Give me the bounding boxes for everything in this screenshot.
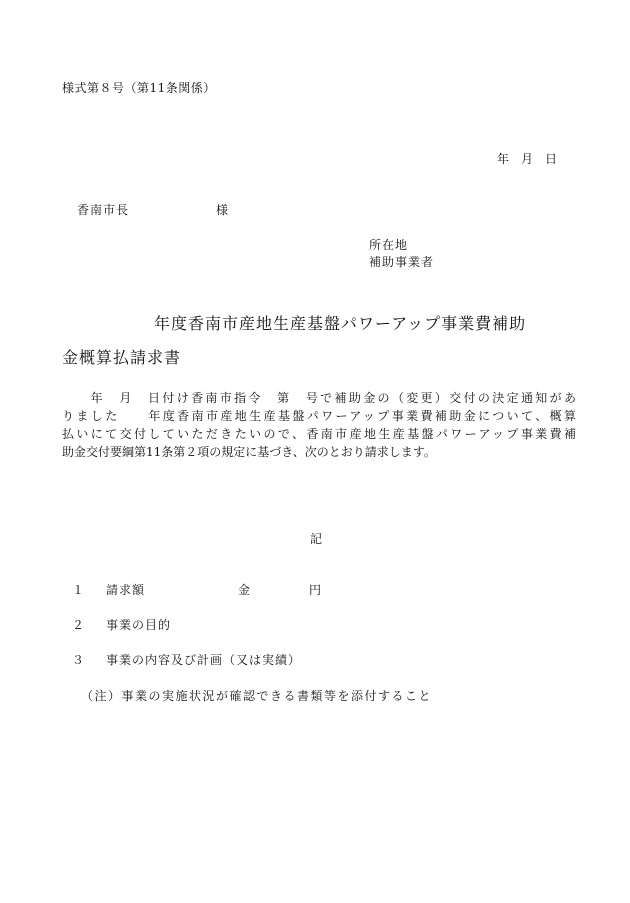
request-body [62, 389, 576, 461]
amount-suffix: 円 [309, 583, 323, 597]
body-line: 助金交付要綱第11条第２項の規定に基づき、次のとおり請求します。 [62, 445, 436, 459]
document-title-line2: 金概算払請求書 [62, 348, 182, 367]
attachment-note: （注）事業の実施状況が確認できる書類等を添付すること [81, 689, 433, 703]
item-label-content-plan: 事業の内容及び計画（又は実績） [106, 653, 302, 667]
date-line: 年 月 日 [497, 152, 558, 166]
body-line: 払いにて交付していただきたいので、香南市産地生産基盤パワーアップ事業費補 [62, 427, 576, 441]
applicant-address-label: 所在地 [369, 238, 409, 252]
item-label-purpose: 事業の目的 [106, 618, 172, 632]
applicant-name-label: 補助事業者 [369, 255, 435, 269]
amount-prefix: 金 [238, 583, 252, 597]
body-line: 年 月 日付け香南市指令 第 号で補助金の（変更）交付の決定通知があ [62, 391, 576, 405]
item-label-request-amount: 請求額 [106, 583, 146, 597]
addressee-honorific: 様 [216, 203, 229, 217]
ki-heading: 記 [310, 532, 323, 546]
addressee-name: 香南市長 [77, 203, 130, 217]
body-line: りました 年度香南市産地生産基盤パワーアップ事業費補助金について、概算 [62, 409, 576, 423]
form-number: 様式第８号（第11条関係） [62, 81, 216, 95]
document-title-line1: 年度香南市産地生産基盤パワーアップ事業費補助 [154, 314, 527, 333]
item-number-1: １ [72, 583, 85, 597]
item-number-3: ３ [72, 653, 85, 667]
item-number-2: ２ [72, 618, 85, 632]
